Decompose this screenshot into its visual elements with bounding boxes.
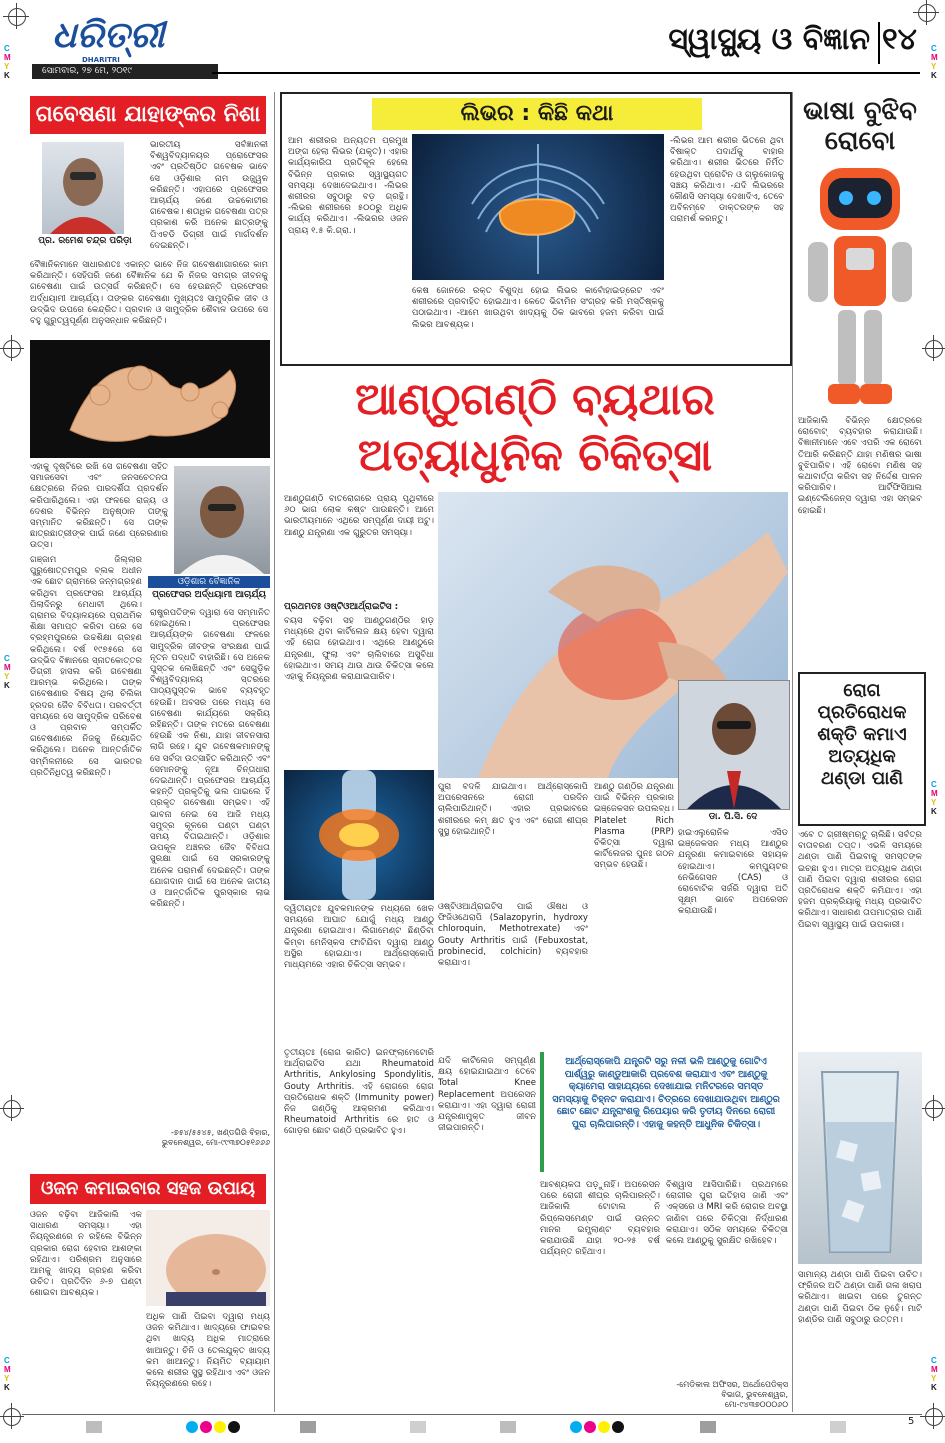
registration-mark [925, 1408, 943, 1426]
knee-body-1: ବୟସ ବଢ଼ିବା ସହ ଆଣ୍ଠୁଗଣ୍ଠିର ହାଡ଼ ମଧ୍ୟରେ ଥିବା କାର୍ଟିଲେଜ କ୍ଷୟ ହେବା ଦ୍ୱାରା ଏହି ରୋଗ ହୋଇଥାଏ। ଏଥିରେ ଆଣ୍ଠୁରେ ଯନ୍ତ୍ରଣା, ଫୁଲା ଏବଂ ଚାଲିବାରେ ଅସୁବିଧା ହୋଇଥାଏ। ସମୟ ଥାଉ ଥାଉ ଚିକିତ୍ସା କଲେ ଏହାକୁ ନିୟନ୍ତ୍ରଣ କରାଯାଇପାରିବ। [284, 616, 434, 683]
water-body-2: ସାମାନ୍ୟ ଥଣ୍ଡା ପାଣି ପିଇବା ଉଚିତ। ଫ୍ରିଜର ଅତି ଥଣ୍ଡା ପାଣି ଗଳା ଖରାପ କରିଥାଏ। ଖାଇବା ପରେ ତୁରନ୍ତ ଥଣ୍ଡା ପାଣି ପିଇବା ଠିକ ନୁହେଁ। ମାଟି ହାଣ୍ଡିର ପାଣି ସବୁଠାରୁ ଉତ୍ତମ। [798, 1270, 922, 1325]
knee-mid-2: ଓଷ୍ଟିଓଆର୍ଥ୍ରାଇଟିସ ପାଇଁ ଔଷଧ ଓ ଫିଜିଓଥେରାପି (Salazopyrin, hydroxy chloroquin, Methotrexate) ଏବଂ Gouty Arthritis ପାଇଁ (Febuxostat, probinecid, colchicin) ବ୍ୟବହାର କରାଯାଏ। [438, 902, 588, 969]
water-headline-line-5: ଥଣ୍ଡା ପାଣି [821, 768, 903, 789]
section-title: ସ୍ୱାସ୍ଥ୍ୟ ଓ ବିଜ୍ଞାନ [668, 22, 870, 57]
yellow-swatch [214, 1421, 226, 1433]
color-bar-left-top: C M Y K [4, 44, 11, 80]
knee-bottom-1: ଆବଶ୍ୟକତା ପଡ଼ୁନାହିଁ। ଅପରେସନ ପରେ ରୋଗୀ ଶୀଘ୍ର ଚାଲିପାରନ୍ତି। ଆଜିକାଲି ଟୋଟାଲ ନି ରିପ୍ଲେସମେଣ୍ଟ ପାଇଁ ଉନ୍ନତ ମାନର ଇମ୍ପ୍ଲାଣ୍ଟ ବ୍ୟବହାର କରାଯାଉଛି ଯାହା ୨୦-୨୫ ବର୍ଷ ପର୍ଯ୍ୟନ୍ତ ରହିଥାଏ। [540, 1180, 660, 1258]
water-headline-box [798, 672, 926, 826]
column-rule [792, 92, 793, 1412]
date-strip: ସୋମବାର, ୨୭ ମେ, ୨୦୧୯ [32, 64, 218, 79]
black-swatch [228, 1421, 240, 1433]
liver-text-left: ଆମ ଶରୀରର ଅନ୍ୟତମ ପ୍ରମୁଖ ଅଙ୍ଗ ହେଲା ଲିଭର (ଯକୃତ)। ଏହାର କାର୍ଯ୍ୟକାରିତା ପ୍ରତିକୂଳ ହେଲେ ବିଭିନ୍ନ ପ୍ରକାର ସ୍ୱାସ୍ଥ୍ୟଗତ ସମସ୍ୟା ଦେଖାଦେଇଥାଏ। -ଲିଭର ଶରୀରର ସବୁଠାରୁ ବଡ଼ ଗ୍ରନ୍ଥି। -ଲିଭର ଶରୀରରେ ୫୦୦ରୁ ଅଧିକ କାର୍ଯ୍ୟ କରିଥାଏ। -ଲିଭରର ଓଜନ ପ୍ରାୟ ୧.୫ କି.ଗ୍ରା.। [288, 136, 408, 236]
research-headline: ଗବେଷଣା ଯାହାଙ୍କର ନିଶା [30, 96, 266, 134]
knee-body-3: ତୃତୀୟତଃ (ରୋଗ କାରିତ) ଇନଫ୍ଲାମେଟୋରି ଆର୍ଥ୍ରାଇଟିସ ଯଥା Rheumatoid Arthritis, Ankylosing Spondylitis, Gouty Arthritis. ଏହି ରୋଗରେ ରୋଗ ପ୍ରତିରୋଧକ ଶକ୍ତି (Immunity power) ନିଜ ଗଣ୍ଠିକୁ ଆକ୍ରମଣ କରିଥାଏ। Rheumatoid Arthritis ରେ ହାତ ଓ ଗୋଡ଼ର ଛୋଟ ଗଣ୍ଠି ପ୍ରଭାବିତ ହୁଏ। [284, 1048, 434, 1137]
pull-quote-text: ଆର୍ଥ୍ରୋସ୍କୋପି ଯନ୍ତ୍ରଟି ସରୁ ନଳୀ ଭଳି ଆଣ୍ଠୁକୁ ଗୋଟିଏ ପାର୍ଶ୍ୱରୁ କାଣ୍ଡୁଆକାରି ପ୍ରବେଶ କରାଯାଏ ଏବଂ ଆଣ୍ଠୁକୁ କ୍ୟାମେରା ସାହାଯ୍ୟରେ ଦେଖାଯାଇ ମନିଟରରେ ସମସ୍ତ ସମସ୍ୟାକୁ ଚିହ୍ନଟ କରାଯାଏ। ଚିତ୍ରରେ ଦେଖାଯାଉଥିବା ଆଣ୍ଠୁର ଛୋଟ ଛୋଟ ଯନ୍ତ୍ରାଂଶକୁ ରିପେୟାର କରି ତୃତୀୟ ଦିନରେ ରୋଗୀ ପୁରା ଚାଲିପାରନ୍ତି। ଏହାକୁ କହନ୍ତି ଆଧୁନିକ ଚିକିତ୍ସା। [552, 1056, 780, 1130]
gray-swatch [700, 1421, 716, 1433]
knee-headline [282, 372, 788, 488]
cyan-swatch [186, 1421, 198, 1433]
knee-mid-1: ପୁରା ବଦଳି ଯାଇଥାଏ। ଆର୍ଥ୍ରୋସ୍କୋପି ଅପରେସନରେ ରୋଗୀ ପରଦିନ ଚାଲିପାରିଥାନ୍ତି। ଏହାର ପ୍ରଭାବରେ ଶରୀରରେ କମ୍ କ୍ଷତ ହୁଏ ଏବଂ ରୋଗୀ ଶୀଘ୍ର ସୁସ୍ଥ ହୋଇଥାନ୍ତି। [438, 782, 588, 837]
scientist-caption-tag: ଓଡ଼ିଶାର ବୈଜ୍ଞାନିକ [148, 576, 270, 588]
registration-mark [925, 340, 943, 358]
color-bar-left-bottom: C M Y K [4, 1356, 11, 1392]
knee-intro: ଆଣ୍ଠୁଗଣ୍ଠି ବାତରୋଗରେ ପ୍ରାୟ ପୃଥିବୀରେ ୬୦ ଭାଗ ଲୋକ କଷ୍ଟ ପାଉଛନ୍ତି। ଆମେ ଭାରତୀୟମାନେ ଏଥିରେ ସମ୍ପୂର୍ଣ୍ଣ ଦାୟୀ ଅଟୁ। ଆଣ୍ଠୁ ଯନ୍ତ୍ରଣା ଏକ ଗୁରୁତର ସମସ୍ୟା। [284, 494, 434, 538]
scientist-photo [174, 466, 270, 574]
doctor-caption: ଡା. ପି.ସି. ଦେ [708, 812, 758, 822]
cyan-swatch [570, 1421, 582, 1433]
knee-mid-3: ଯଦି କାର୍ଟିଲେଜ ସମ୍ପୂର୍ଣ୍ଣ କ୍ଷୟ ହୋଇଯାଇଥାଏ ତେବେ Total Knee Replacement ଅପରେସନ କରାଯାଏ। ଏହା ଦ୍ୱାରା ରୋଗୀ ଯନ୍ତ୍ରଣାମୁକ୍ତ ଜୀବନ ଜୀଇପାରନ୍ତି। [438, 1056, 536, 1134]
robot-body: ଆଜିକାଲି ବିଭିନ୍ନ କ୍ଷେତ୍ରରେ ରୋବୋଟ୍ ବ୍ୟବହାର କରାଯାଉଛି। ବିଜ୍ଞାନୀମାନେ ଏବେ ଏପରି ଏକ ରୋବୋ ତିଆରି କରିଛନ୍ତି ଯାହା ମଣିଷର ଭାଷା ବୁଝିପାରିବ। ଏହି ରୋବୋ ମଣିଷ ସହ କଥାବାର୍ତ୍ତା କରିବା ସହ ନିର୍ଦ୍ଦେଶ ପାଳନ କରିପାରିବ। ଆର୍ଟିଫିସିଆଲ ଇଣ୍ଟେଲିଜେନ୍ସ ଦ୍ୱାରା ଏହା ସମ୍ଭବ ହୋଇଛି। [798, 416, 922, 516]
research-body-4: ରାଷ୍ଟ୍ରପତିଙ୍କ ଦ୍ୱାରା ସେ ସମ୍ମାନିତ ହୋଇଥିଲେ। ପ୍ରଫେସର ଆଚାର୍ଯ୍ୟଙ୍କ ଗବେଷଣା ଫଳରେ ସାମୁଦ୍ରିକ ଜୀବଙ୍କ ସଂରକ୍ଷଣ ପାଇଁ ନୂତନ ପଦ୍ଧତି ବାହାରିଛି। ସେ ଅନେକ ପୁସ୍ତକ ଲେଖିଛନ୍ତି ଏବଂ ସେଗୁଡ଼ିକ ବିଶ୍ୱବିଦ୍ୟାଳୟ ସ୍ତରରେ ପାଠ୍ୟପୁସ୍ତକ ଭାବେ ବ୍ୟବହୃତ ହେଉଛି। ଅବସର ପରେ ମଧ୍ୟ ସେ ଗବେଷଣା କାର୍ଯ୍ୟରେ ସକ୍ରିୟ ରହିଛନ୍ତି। ତାଙ୍କ ମତରେ ଗବେଷଣା ହେଉଛି ଏକ ନିଶା, ଯାହା ଜୀବନସାରା ଲାଗି ରହେ। ଯୁବ ଗବେଷକମାନଙ୍କୁ ସେ ସର୍ବଦା ଉତ୍ସାହିତ କରିଥାନ୍ତି ଏବଂ ସେମାନଙ୍କୁ ନୂଆ ଚିନ୍ତାଧାରା ଦେଇଥାନ୍ତି। ପ୍ରଫେସର ଆଚାର୍ଯ୍ୟ କହନ୍ତି ପ୍ରକୃତିକୁ ଭଲ ପାଇଲେ ହିଁ ପ୍ରକୃତ ଗବେଷଣା ସମ୍ଭବ। ଏହି ଭାବନା ନେଇ ସେ ଆଜି ମଧ୍ୟ ସମୁଦ୍ର କୂଳରେ ଘଣ୍ଟା ଘଣ୍ଟା ସମୟ ବିତାଇଥାନ୍ତି। ଓଡ଼ିଶାର ଉପକୂଳ ଅଞ୍ଚଳର ଜୈବ ବିବିଧତା ସୁରକ୍ଷା ପାଇଁ ସେ ସରକାରଙ୍କୁ ଅନେକ ପରାମର୍ଶ ଦେଇଛନ୍ତି। ତାଙ୍କ ଯୋଗଦାନ ପାଇଁ ସେ ଅନେକ ଜାତୀୟ ଓ ଆନ୍ତର୍ଜାତିକ ପୁରସ୍କାର ଲାଭ କରିଛନ୍ତି। [150, 608, 270, 910]
water-headline-line-2: ପ୍ରତିରୋଧକ [817, 702, 907, 723]
robot-headline-line-1: ଭାଷା ବୁଝିବ [803, 96, 917, 126]
black-swatch [612, 1421, 624, 1433]
color-bar-left-mid: C M Y K [4, 654, 11, 690]
gray-swatch [300, 1421, 316, 1433]
masthead-rule [212, 72, 920, 74]
water-headline-line-1: ରୋଗ [843, 680, 881, 701]
research-intro: ଭାରତୀୟ ସର୍ବଜ୍ଞାନକୀ ବିଶ୍ୱବିଦ୍ୟାଳୟର ପ୍ରୋଫେସର ଏବଂ ପ୍ରତିଷ୍ଠିତ ଗବେଷକ ଭାବେ ସେ ଓଡ଼ିଶାର ନାମ ଉଜ୍ଜ୍ୱଳ କରିଛନ୍ତି। ଏହାପରେ ପ୍ରଫେସର ଆଚାର୍ଯ୍ୟ ଜଣେ ଉଚ୍ଚକୋଟୀର ଗବେଷକ। ଶତାଧିକ ଗବେଷଣା ପତ୍ର ପ୍ରକାଶ କରି ଅନେକ ଛାତ୍ରଙ୍କୁ ପିଏଚଡି ଡିଗ୍ରୀ ପାଇଁ ମାର୍ଗଦର୍ଶନ ଦେଇଛନ୍ତି। [150, 140, 268, 251]
research-body-1: ବୈଜ୍ଞାନିକମାନେ ସାଧାରଣତଃ ଏକାନ୍ତ ଭାବେ ନିଜ ଗବେଷଣାଗାରରେ କାମ କରିଥାନ୍ତି। ସେହିପରି ଜଣେ ବୈଜ୍ଞାନିକ ଯେ କି ନିଜର ସମଗ୍ର ଜୀବନକୁ ଗବେଷଣା ପାଇଁ ଉତ୍ସର୍ଗ କରିଛନ୍ତି। ସେ ହେଉଛନ୍ତି ପ୍ରଫେସର ଅର୍ଦ୍ଧୟାମୀ ଆଚାର୍ଯ୍ୟ। ତାଙ୍କର ଗବେଷଣା ମୁଖ୍ୟତଃ ସାମୁଦ୍ରିକ ଜୀବ ଓ ଉଦ୍ଭିଦ ଉପରେ କେନ୍ଦ୍ରିତ। ପ୍ରବାଳ ଓ ସାମୁଦ୍ରିକ ଶୈବାଳ ଉପରେ ସେ ବହୁ ଗୁରୁତ୍ୱପୂର୍ଣ୍ଣ ଅନୁସନ୍ଧାନ କରିଛନ୍ତି। [30, 260, 268, 327]
knee-body-2: ଦ୍ୱିତୀୟତଃ ଯୁବକମାନଙ୍କ ମଧ୍ୟରେ ଖେଳ ସମୟରେ ଆଘାତ ଯୋଗୁଁ ମଧ୍ୟ ଆଣ୍ଠୁ ଯନ୍ତ୍ରଣା ହୋଇଥାଏ। ଲିଗାମେଣ୍ଟ ଛିଣ୍ଡିବା କିମ୍ବା ମେନିସ୍କସ ଫାଟିଯିବା ଦ୍ୱାରା ଆଣ୍ଠୁ ଅସ୍ଥିର ହୋଇଯାଏ। ଆର୍ଥ୍ରୋସ୍କୋପି ମାଧ୍ୟମରେ ଏହାର ଚିକିତ୍ସା ସମ୍ଭବ। [284, 904, 434, 971]
column-rule [274, 92, 275, 1412]
knee-right-2: ହାଇଏଲୁରୋନିକ ଏସିଡ ଇଞ୍ଜେକସନ ମଧ୍ୟ ଆଣ୍ଠୁର ଯନ୍ତ୍ରଣା କମାଇବାରେ ସହାୟକ ହୋଇଥାଏ। କମ୍ପ୍ୟୁଟର ନେଭିଗେସନ (CAS) ଓ ରୋବୋଟିକ ସର୍ଜରି ଦ୍ୱାରା ଅତି ସୂକ୍ଷ୍ମ ଭାବେ ଅପରେସନ କରାଯାଉଛି। [678, 828, 788, 917]
newspaper-logo-sub: DHARITRI [82, 56, 120, 64]
water-headline-line-4: ଅତ୍ୟଧିକ [828, 746, 896, 767]
gray-swatch [410, 1421, 426, 1433]
registration-mark [3, 340, 21, 358]
liver-text-right: -ଲିଭର ଆମ ଶରୀର ଭିତରେ ଥିବା ବିଷାକ୍ତ ପଦାର୍ଥକୁ ବାହାର କରିଥାଏ। ଶରୀର ଭିତରେ ନିର୍ମିତ ହେଉଥିବା ପ୍ରୋଟିନ ଓ ଗ୍ଲୁକୋଜକୁ ସଞ୍ଚୟ କରିଥାଏ। -ଯଦି ଲିଭରରେ କୌଣସି ସମସ୍ୟା ଦେଖାଦିଏ, ତେବେ ଅବିଳମ୍ବେ ଡାକ୍ତରଙ୍କ ସହ ପରାମର୍ଶ କରନ୍ତୁ। [670, 136, 784, 225]
page-number: ୧୪ [882, 22, 917, 57]
weight-body: ଓଜନ ବଢ଼ିବା ଆଜିକାଲି ଏକ ସାଧାରଣ ସମସ୍ୟା। ଏହା ନିୟନ୍ତ୍ରଣରେ ନ ରହିଲେ ବିଭିନ୍ନ ପ୍ରକାର ରୋଗ ହେବାର ଆଶଙ୍କା ରହିଥାଏ। ପରିଶ୍ରମ ଅନୁସାରେ ଆମକୁ ଖାଦ୍ୟ ଗ୍ରହଣ କରିବା ଉଚିତ। ପ୍ରତିଦିନ ୬-୭ ଘଣ୍ଟା ଶୋଇବା ଆବଶ୍ୟକ। [30, 1210, 142, 1299]
knee-bottom-2: ବିଶ୍ୱାସ ଆସିପାରିଛି। ପ୍ରଥମରେ ରୋଗୀର ପୁରା ଇତିହାସ ଜାଣି ଏବଂ ଏକ୍ସରେ ଓ MRI କରି ରୋଗର ଅବସ୍ଥା ଜାଣିବା ପରେ ଚିକିତ୍ସା ନିର୍ଦ୍ଧାରଣ କରାଯାଏ। ସଠିକ ସମୟରେ ଚିକିତ୍ସା କଲେ ଆଣ୍ଠୁକୁ ସୁରକ୍ଷିତ ରଖିହେବ। [666, 1180, 788, 1247]
gray-swatch [830, 1421, 846, 1433]
robot-image [798, 162, 922, 412]
masthead-divider [878, 22, 880, 64]
knee-section-title: ପ୍ରଥମତଃ ଓଷ୍ଟିଓଆର୍ଥ୍ରାଇଟିସ : [284, 602, 399, 612]
knee-headline-line-1: ଆଣ୍ଠୁଗଣ୍ଠି ବ୍ୟଥାର [355, 374, 715, 425]
coral-photo [30, 340, 270, 458]
registration-mark [3, 1100, 21, 1118]
author-caption: ପ୍ର. ରମେଶ ଚନ୍ଦ୍ର ପରିଡ଼ା [38, 236, 132, 246]
masthead [22, 14, 922, 82]
liver-text-bottom: କେଷ ଜୋନରେ ରକ୍ତ ବିଶୁଦ୍ଧ ହୋଇ ଲିଭର କାର୍ବୋହାଇଡ୍ରେଟ ଏବଂ ଶରୀରରେ ପ୍ରବାହିତ ହୋଇଥାଏ। କେତେ ଭିଟାମିନ ସଂଗ୍ରହ କରି ମସ୍ତିଷ୍କକୁ ପଠାଇଥାଏ। -ଆମେ ଖାଉଥିବା ଖାଦ୍ୟକୁ ଠିକ ଭାବରେ ହଜମ କରିବା ପାଇଁ ଲିଭର ଆବଶ୍ୟକ। [412, 286, 664, 330]
robot-headline [796, 96, 924, 156]
color-bar-right-mid: C M Y K [931, 780, 938, 816]
weight-body-2: ଅଧିକ ପାଣି ପିଇବା ଦ୍ୱାରା ମଧ୍ୟ ଓଜନ କମିଥାଏ। ଖାଦ୍ୟରେ ଫାଇବର ଥିବା ଖାଦ୍ୟ ଅଧିକ ମାତ୍ରାରେ ଖାଆନ୍ତୁ। ଚିନି ଓ ତେଲଯୁକ୍ତ ଖାଦ୍ୟ କମ ଖାଆନ୍ତୁ। ନିୟମିତ ବ୍ୟାୟାମ କଲେ ଶରୀର ସୁସ୍ଥ ରହିଥାଏ ଏବଂ ଓଜନ ନିୟନ୍ତ୍ରଣରେ ରହେ। [146, 1312, 270, 1390]
robot-headline-line-2: ରୋବୋ [824, 126, 896, 156]
magenta-swatch [200, 1421, 212, 1433]
pull-quote [540, 1052, 788, 1172]
research-body-3: ଗଞ୍ଜାମ ଜିଲ୍ଲାର ପୁରୁଷୋତ୍ତମପୁର ବ୍ଲକ ଅଧୀନ ଏକ ଛୋଟ ଗ୍ରାମରେ ଜନ୍ମଗ୍ରହଣ କରିଥିବା ପ୍ରଫେସର ଆଚାର୍ଯ୍ୟ ପିଲାଦିନରୁ ମେଧାବୀ ଥିଲେ। ଗ୍ରାମର ବିଦ୍ୟାଳୟରେ ପ୍ରାଥମିକ ଶିକ୍ଷା ସମାପ୍ତ କରିବା ପରେ ସେ ବ୍ରହ୍ମପୁରରେ ଉଚ୍ଚଶିକ୍ଷା ଗ୍ରହଣ କରିଥିଲେ। ବର୍ଷ ୧୯୭୫ରେ ସେ ଉଦ୍ଭିଦ ବିଜ୍ଞାନରେ ସ୍ନାତକୋତ୍ତର ଡିଗ୍ରୀ ହାସଲ କରି ଗବେଷଣା ଆରମ୍ଭ କରିଥିଲେ। ତାଙ୍କ ଗବେଷଣାର ବିଷୟ ଥିଲା ଚିଲିକା ହ୍ରଦର ଜୈବ ବିବିଧତା। ପରବର୍ତ୍ତୀ ସମୟରେ ସେ ସାମୁଦ୍ରିକ ପରିବେଶ ଓ ପ୍ରବାଳ ସମ୍ପର୍କିତ ଗବେଷଣାରେ ନିଜକୁ ନିୟୋଜିତ କରିଥିଲେ। ଅନେକ ଆନ୍ତର୍ଜାତିକ ସମ୍ମିଳନୀରେ ସେ ଭାରତର ପ୍ରତିନିଧିତ୍ୱ କରିଛନ୍ତି। [30, 555, 142, 778]
yellow-swatch [598, 1421, 610, 1433]
magenta-swatch [584, 1421, 596, 1433]
research-body-2: ଏହାକୁ ଦୃଷ୍ଟିରେ ରଖି ସେ ଗବେଷଣା ସହିତ ସମାଜସେବା ଏବଂ ଜନସଚେତନତା କ୍ଷେତ୍ରରେ ନିଜର ପାରଦର୍ଶିତା ପ୍ରଦର୍ଶନ କରିପାରିଥିଲେ। ଏହା ଫଳରେ ରାଜ୍ୟ ଓ ଦେଶର ବିଭିନ୍ନ ଅନୁଷ୍ଠାନ ତାଙ୍କୁ ସମ୍ମାନିତ କରିଛନ୍ତି। ସେ ତାଙ୍କ ଛାତ୍ରଛାତ୍ରୀଙ୍କ ପାଇଁ ଜଣେ ପ୍ରେରଣାର ଉତ୍ସ। [30, 462, 168, 550]
knee-headline-line-2: ଅତ୍ୟାଧୁନିକ ଚିକିତ୍ସା [357, 430, 713, 481]
registration-mark [3, 1408, 21, 1426]
knee-xray-illustration [284, 770, 434, 900]
water-headline-line-3: ଶକ୍ତି କମାଏ [817, 724, 907, 745]
liver-box [280, 92, 792, 366]
author-photo [42, 142, 124, 234]
research-signature: -୭୫୪/୫୫୪୫, ଖଣ୍ଡଗିରି ବିହାର, ଭୁବନେଶ୍ୱର, ମୋ-୯୯୩୭୦୫୧୬୬୬ [161, 1128, 270, 1147]
scientist-caption [148, 576, 270, 600]
color-bar-right-top: C M Y K [931, 44, 938, 80]
scientist-caption-name: ପ୍ରଫେସର ଅର୍ଦ୍ଧୟାମୀ ଆଚାର୍ଯ୍ୟ [152, 590, 266, 600]
water-glass-photo [798, 1052, 922, 1264]
footer-page-number: 5 [908, 1416, 915, 1427]
newspaper-logo: ଧରିତ୍ରୀ [52, 14, 165, 56]
water-body: ଏବେ ତ ଗ୍ରୀଷ୍ମଋତୁ ଚାଲିଛି। ସର୍ବତ୍ର ବାତାବରଣ ତପ୍ତ। ଏଭଳି ସମୟରେ ଥଣ୍ଡା ପାଣି ପିଇବାକୁ ସମସ୍ତଙ୍କ ଇଚ୍ଛା ହୁଏ। ମାତ୍ର ଅତ୍ୟଧିକ ଥଣ୍ଡା ପାଣି ପିଇବା ଦ୍ୱାରା ଶରୀରର ରୋଗ ପ୍ରତିରୋଧକ ଶକ୍ତି କମିଯାଏ। ଏହା ହଜମ ପ୍ରକ୍ରିୟାକୁ ମଧ୍ୟ ପ୍ରଭାବିତ କରିଥାଏ। ସାଧାରଣ ତାପମାତ୍ରାର ପାଣି ପିଇବା ସ୍ୱାସ୍ଥ୍ୟ ପାଇଁ ଉପକାରୀ। [798, 830, 922, 930]
registration-mark [925, 1100, 943, 1118]
gray-swatch [500, 1421, 516, 1433]
belly-photo [146, 1210, 270, 1306]
weight-headline: ଓଜନ କମାଇବାର ସହଜ ଉପାୟ [30, 1174, 266, 1204]
doctor-photo [678, 680, 790, 810]
liver-illustration [412, 134, 664, 280]
knee-signature: -ମେଡିକାଲ ଅଫିସର, ଅର୍ଥୋପେଡିକ୍ସ ବିଭାଗ, ଭୁବନେଶ୍ୱର, ମୋ-୯୪୩୭୦୦୦୬୦ [676, 1380, 788, 1409]
liver-headline: ଲିଭର : କିଛି କଥା [372, 98, 702, 130]
color-bar-right-bottom: C M Y K [931, 1356, 938, 1392]
knee-right-1: ଆଣ୍ଠୁ ଗଣ୍ଠିର ଯନ୍ତ୍ରଣା ପାଇଁ ବିଭିନ୍ନ ପ୍ରକାର ଇଞ୍ଜେକସନ ଉପଲବ୍ଧ। Platelet Rich Plasma (PRP) ଚିକିତ୍ସା ଦ୍ୱାରା କାର୍ଟିଲେଜର ପୁନଃ ଗଠନ ସମ୍ଭବ ହେଉଛି। [594, 782, 674, 871]
bottom-rule [22, 1414, 922, 1415]
gray-swatch [86, 1421, 102, 1433]
